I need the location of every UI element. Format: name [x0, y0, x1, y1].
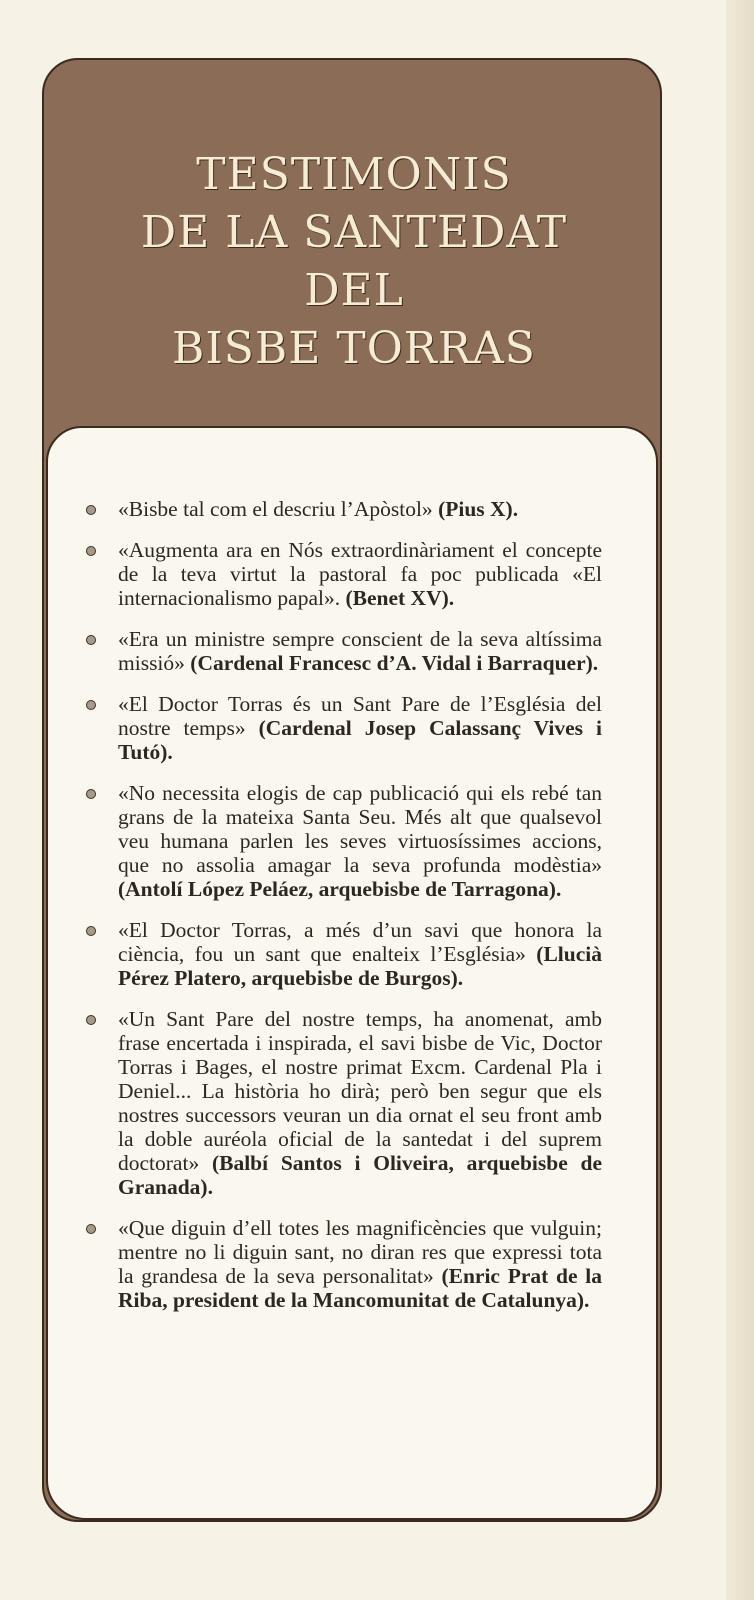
page-edge — [726, 0, 754, 1600]
quote-text: «El Doctor Torras, a més d’un savi que honora la ciència, fou un sant que enalteix l’Església» — [118, 918, 602, 966]
bullet-icon — [86, 546, 96, 556]
bullet-icon — [86, 635, 96, 645]
quote-item — [72, 538, 602, 610]
quote-author: (Antolí López Peláez, arquebisbe de Tarragona). — [118, 877, 562, 901]
quote-text: «Un Sant Pare del nostre temps, ha anomenat, amb frase encertada i inspirada, el savi bisbe de Vic, Doctor Torras i Bages, el nostre primat Excm. Cardenal Pla i Deniel... La història ho dirà; però ben segur que els nostres successors veuran un dia ornat el seu front amb la doble auréola oficial de la santedat i del suprem doctorat» — [118, 1007, 602, 1175]
quote-text: «Que diguin d’ell totes les magnificències que vulguin; mentre no li diguin sant, no diran res que expressi tota la grandesa de la seva personalitat» — [118, 1216, 602, 1288]
title-line: TESTIMONIS — [196, 149, 512, 200]
bullet-icon — [86, 505, 96, 515]
title-line: DE LA SANTEDAT — [140, 207, 568, 258]
quote-author: (Cardenal Francesc d’A. Vidal i Barraquer). — [190, 651, 599, 675]
quote-author: (Enric Prat de la Riba, president de la Mancomunitat de Catalunya). — [118, 1264, 603, 1312]
quote-author: (Llucià Pérez Platero, arquebisbe de Burgos). — [118, 942, 602, 990]
bullet-icon — [86, 1224, 96, 1234]
quote-author: (Pius X). — [438, 497, 519, 521]
quote-text: «Era un ministre sempre conscient de la seva altíssima missió» — [118, 627, 602, 675]
quote-text: «Augmenta ara en Nós extraordinàriament el concepte de la teva virtut la pastoral fa poc publicada «El internacionalismo papal». — [118, 538, 602, 610]
quote-item — [72, 781, 602, 901]
quote-item — [72, 497, 602, 521]
quote-text: «Bisbe tal com el descriu l’Apòstol» — [118, 497, 439, 521]
quote-item — [72, 692, 602, 764]
quote-author: (Cardenal Josep Calassanç Vives i Tutó). — [118, 716, 602, 764]
quotes-list — [72, 497, 602, 1329]
bullet-icon — [86, 789, 96, 799]
title-line: BISBE TORRAS — [172, 323, 536, 374]
bullet-icon — [86, 700, 96, 710]
quote-text: «No necessita elogis de cap publicació qui els rebé tan grans de la mateixa Santa Seu. Més alt que qualsevol veu humana parlen les seves virtuosíssimes accions, que no assolia amagar la seva profunda modèstia» — [118, 781, 602, 877]
quote-author: (Balbí Santos i Oliveira, arquebisbe de Granada). — [118, 1151, 602, 1199]
quote-text: «El Doctor Torras és un Sant Pare de l’Església del nostre temps» — [118, 692, 602, 740]
quote-item — [72, 1007, 602, 1199]
quote-item — [72, 627, 602, 675]
title-line: DEL — [304, 265, 404, 316]
quote-item — [72, 918, 602, 990]
bullet-icon — [86, 1015, 96, 1025]
quote-item — [72, 1216, 602, 1312]
quote-author: (Benet XV). — [345, 586, 455, 610]
bullet-icon — [86, 926, 96, 936]
page-title — [44, 146, 664, 378]
